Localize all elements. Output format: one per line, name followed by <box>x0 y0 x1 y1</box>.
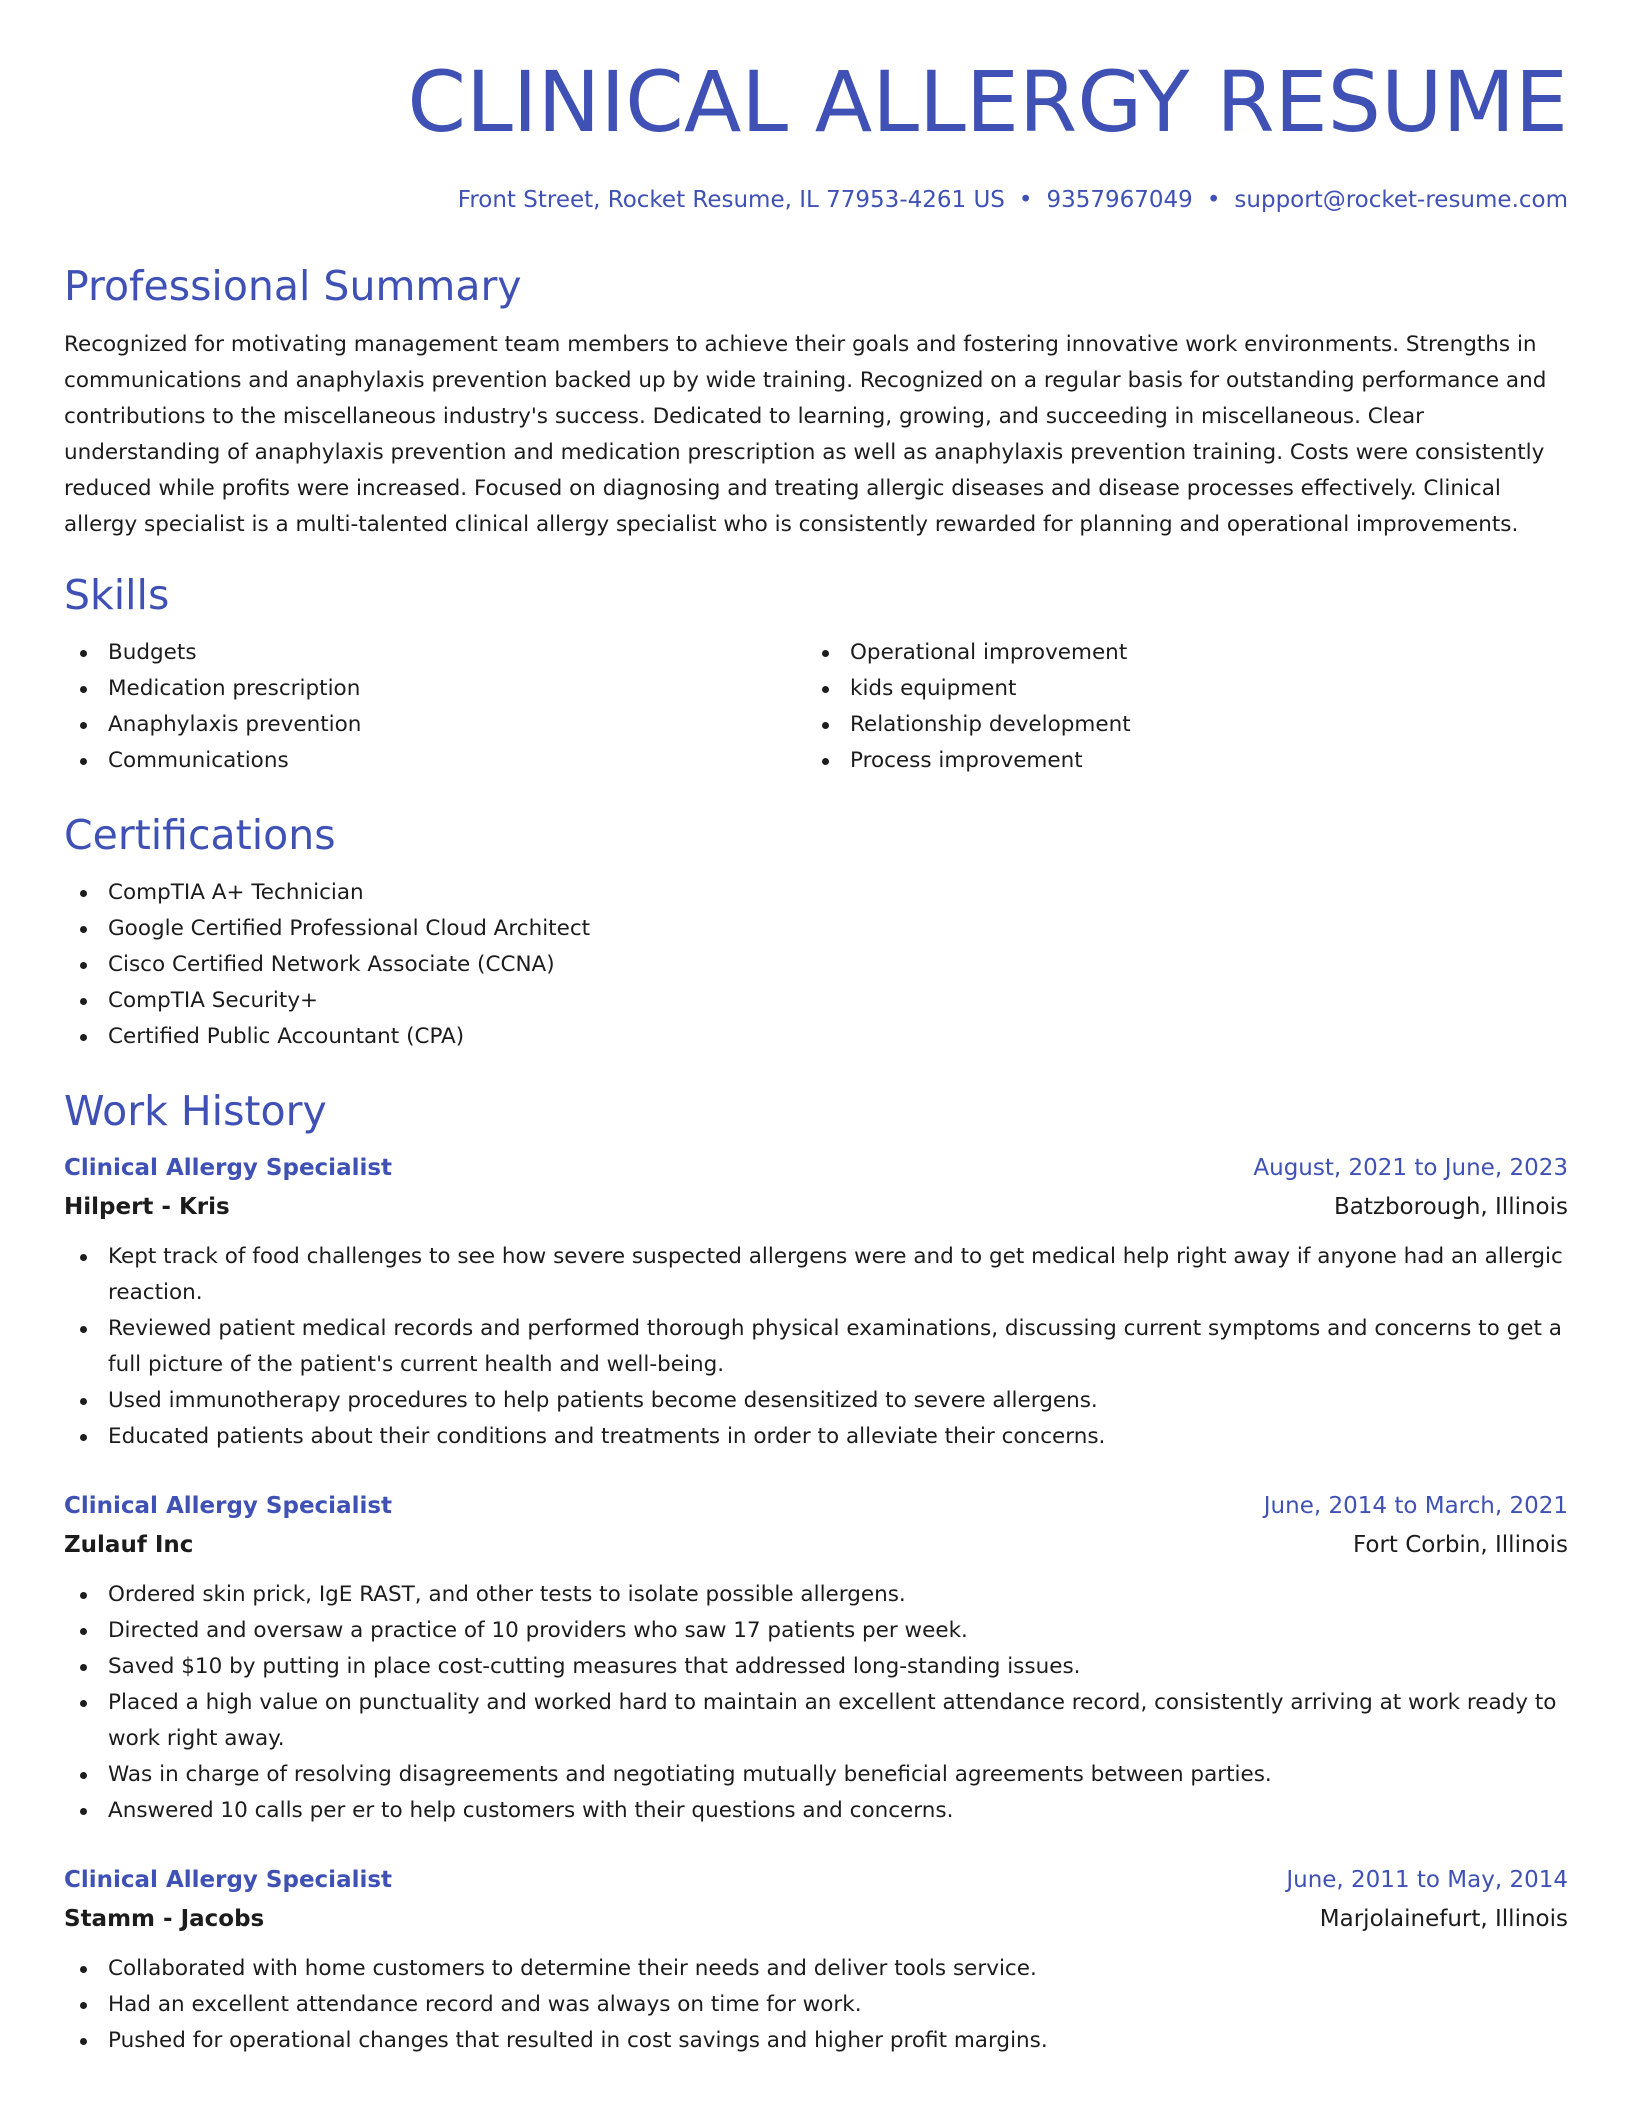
summary-heading: Professional Summary <box>64 262 522 310</box>
job-title: Clinical Allergy Specialist <box>64 1493 393 1519</box>
job-entry <box>64 1861 1568 2059</box>
job-location: Batzborough, Illinois <box>1333 1194 1568 1220</box>
job-subheader <box>64 1899 1568 1939</box>
job-title: Clinical Allergy Specialist <box>64 1867 393 1893</box>
job-entry <box>64 1487 1568 1829</box>
skill-item: Process improvement <box>806 743 1548 779</box>
contact-phone: 9357967049 <box>1046 187 1193 213</box>
skill-item: kids equipment <box>806 671 1548 707</box>
job-company: Hilpert - Kris <box>64 1194 230 1220</box>
certification-item: Google Certified Professional Cloud Architect <box>64 911 1568 947</box>
job-duty: Saved $10 by putting in place cost-cutting measures that addressed long-standing issues. <box>64 1649 1568 1685</box>
contact-separator: • <box>1018 187 1033 213</box>
work-history-section <box>64 1083 1568 2059</box>
job-company: Stamm - Jacobs <box>64 1906 265 1932</box>
summary-text: Recognized for motivating management team members to achieve their goals and fostering innovative work environments. Strengths in communications and anaphylaxis prevention backed up by wide training. Recognized on a regular basis for outstanding performance and contributions to the miscellaneous industry's success. Dedicated to learning, growing, and succeeding in miscellaneous. Clear understanding of anaphylaxis prevention and medication prescription as well as anaphylaxis prevention training. Costs were consistently reduced while profits were increased. Focused on diagnosing and treating allergic diseases and disease processes effectively. Clinical allergy specialist is a multi-talented clinical allergy specialist who is consistently rewarded for planning and operational improvements. <box>64 332 1547 537</box>
resume-page <box>64 52 1568 2059</box>
skills-grid <box>64 635 1568 779</box>
job-header <box>64 1149 1568 1187</box>
skills-heading: Skills <box>64 571 170 619</box>
job-dates: June, 2011 to May, 2014 <box>1286 1867 1568 1893</box>
contact-separator: • <box>1206 187 1221 213</box>
skills-list-left <box>64 635 806 779</box>
job-header <box>64 1861 1568 1899</box>
job-company: Zulauf Inc <box>64 1532 194 1558</box>
skills-list-right <box>806 635 1548 779</box>
resume-title: CLINICAL ALLERGY RESUME <box>407 53 1568 151</box>
job-dates: August, 2021 to June, 2023 <box>1253 1155 1568 1181</box>
work-history-heading: Work History <box>64 1087 327 1135</box>
job-duties <box>64 1239 1568 1455</box>
job-title: Clinical Allergy Specialist <box>64 1155 393 1181</box>
job-subheader <box>64 1525 1568 1565</box>
certification-item: CompTIA A+ Technician <box>64 875 1568 911</box>
job-duty: Pushed for operational changes that resulted in cost savings and higher profit margins. <box>64 2023 1568 2059</box>
certification-item: CompTIA Security+ <box>64 983 1568 1019</box>
job-location: Marjolainefurt, Illinois <box>1319 1906 1568 1932</box>
job-duty: Directed and oversaw a practice of 10 providers who saw 17 patients per week. <box>64 1613 1568 1649</box>
job-duty: Educated patients about their conditions and treatments in order to alleviate their concerns. <box>64 1419 1568 1455</box>
job-duty: Placed a high value on punctuality and worked hard to maintain an excellent attendance record, consistently arriving at work ready to work right away. <box>64 1685 1568 1757</box>
contact-line <box>64 182 1568 218</box>
skill-item: Communications <box>64 743 806 779</box>
skill-item: Anaphylaxis prevention <box>64 707 806 743</box>
job-duties <box>64 1951 1568 2059</box>
job-duty: Kept track of food challenges to see how severe suspected allergens were and to get medical help right away if anyone had an allergic reaction. <box>64 1239 1568 1311</box>
job-entry <box>64 1149 1568 1455</box>
job-duty: Was in charge of resolving disagreements and negotiating mutually beneficial agreements between parties. <box>64 1757 1568 1793</box>
certifications-list <box>64 875 1568 1055</box>
job-location: Fort Corbin, Illinois <box>1352 1532 1568 1558</box>
job-duty: Reviewed patient medical records and performed thorough physical examinations, discussing current symptoms and concerns to get a full picture of the patient's current health and well-being. <box>64 1311 1568 1383</box>
skill-item: Medication prescription <box>64 671 806 707</box>
contact-email[interactable]: support@rocket-resume.com <box>1234 187 1568 213</box>
job-duty: Used immunotherapy procedures to help patients become desensitized to severe allergens. <box>64 1383 1568 1419</box>
job-duty: Answered 10 calls per er to help customers with their questions and concerns. <box>64 1793 1568 1829</box>
job-duty: Collaborated with home customers to determine their needs and deliver tools service. <box>64 1951 1568 1987</box>
job-subheader <box>64 1187 1568 1227</box>
certification-item: Cisco Certified Network Associate (CCNA) <box>64 947 1568 983</box>
skill-item: Budgets <box>64 635 806 671</box>
contact-address: Front Street, Rocket Resume, IL 77953-4261 US <box>457 187 1005 213</box>
skill-item: Operational improvement <box>806 635 1548 671</box>
job-header <box>64 1487 1568 1525</box>
summary-section <box>64 258 1568 543</box>
skill-item: Relationship development <box>806 707 1548 743</box>
certification-item: Certified Public Accountant (CPA) <box>64 1019 1568 1055</box>
job-duties <box>64 1577 1568 1829</box>
certifications-heading: Certifications <box>64 811 336 859</box>
certifications-section <box>64 807 1568 1055</box>
job-duty: Ordered skin prick, IgE RAST, and other tests to isolate possible allergens. <box>64 1577 1568 1613</box>
job-dates: June, 2014 to March, 2021 <box>1263 1493 1568 1519</box>
skills-section <box>64 567 1568 779</box>
job-duty: Had an excellent attendance record and was always on time for work. <box>64 1987 1568 2023</box>
